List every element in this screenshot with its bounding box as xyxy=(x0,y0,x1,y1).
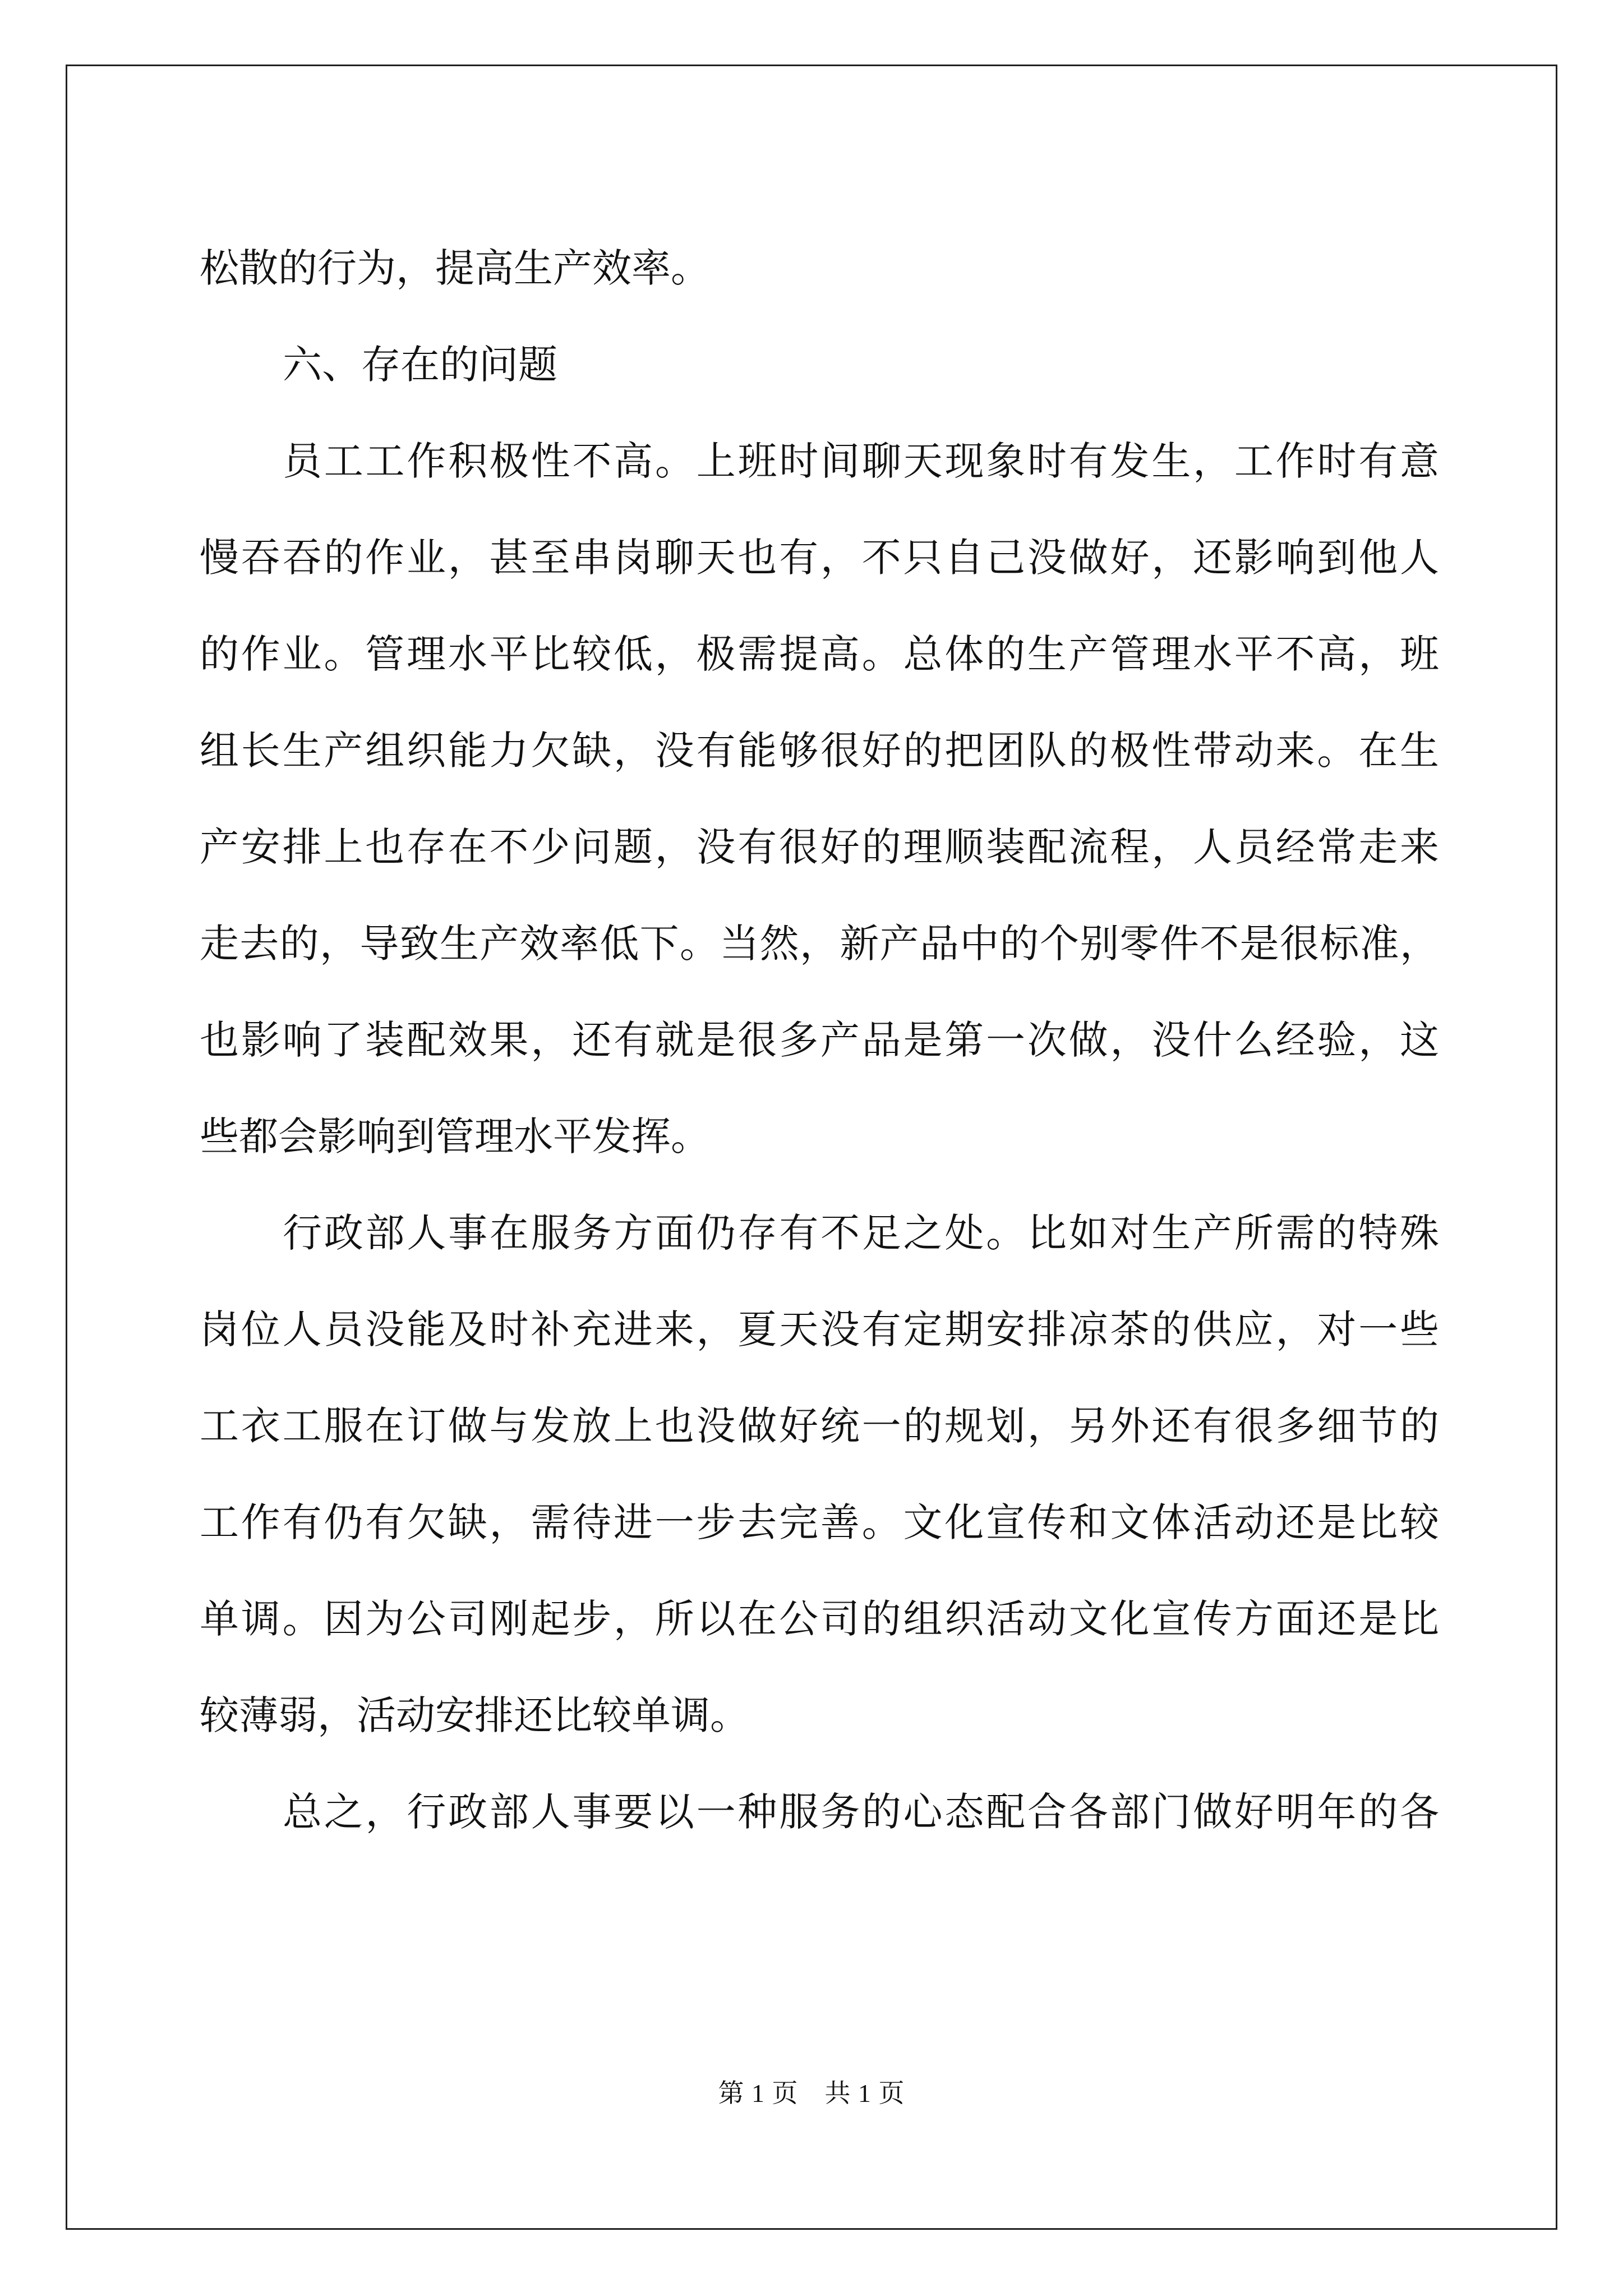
text-line: 工衣工服在订做与发放上也没做好统一的规划，另外还有很多细节的 xyxy=(200,1403,1439,1449)
text-line: 的作业。管理水平比较低，极需提高。总体的生产管理水平不高，班 xyxy=(200,631,1439,677)
text-line: 较薄弱，活动安排还比较单调。 xyxy=(200,1692,749,1738)
text-line: 工作有仍有欠缺，需待进一步去完善。文化宣传和文体活动还是比较 xyxy=(200,1499,1439,1545)
text-line: 走去的，导致生产效率低下。当然，新产品中的个别零件不是很标准， xyxy=(200,921,1439,967)
document-body xyxy=(200,220,1439,1860)
text-line: 总之，行政部人事要以一种服务的心态配合各部门做好明年的各 xyxy=(283,1789,1439,1835)
text-line: 单调。因为公司刚起步，所以在公司的组织活动文化宣传方面还是比 xyxy=(200,1596,1439,1642)
text-line: 也影响了装配效果，还有就是很多产品是第一次做，没什么经验，这 xyxy=(200,1017,1439,1063)
page-number-footer: 第 1 页 共 1 页 xyxy=(718,2079,905,2108)
section-heading: 六、存在的问题 xyxy=(283,342,557,388)
text-line: 松散的行为，提高生产效率。 xyxy=(200,245,710,291)
text-line: 慢吞吞的作业，甚至串岗聊天也有，不只自己没做好，还影响到他人 xyxy=(200,535,1439,581)
text-line: 岗位人员没能及时补充进来，夏天没有定期安排凉茶的供应，对一些 xyxy=(200,1306,1439,1352)
text-line: 行政部人事在服务方面仍存有不足之处。比如对生产所需的特殊 xyxy=(283,1210,1439,1256)
text-line: 员工工作积极性不高。上班时间聊天现象时有发生，工作时有意 xyxy=(283,438,1439,484)
text-line: 些都会影响到管理水平发挥。 xyxy=(200,1114,710,1159)
text-line: 组长生产组织能力欠缺，没有能够很好的把团队的极性带动来。在生 xyxy=(200,728,1439,774)
text-line: 产安排上也存在不少问题，没有很好的理顺装配流程，人员经常走来 xyxy=(200,824,1439,870)
